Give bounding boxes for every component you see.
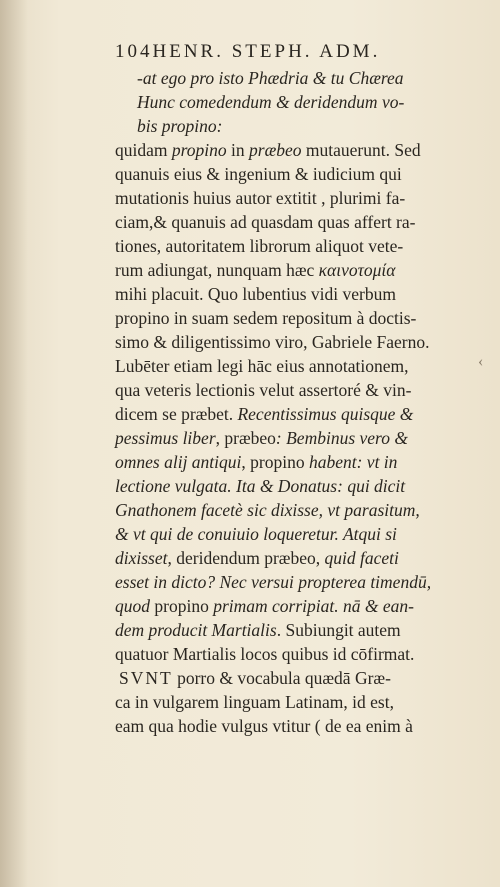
text-segment: Recentissimus quisque & (237, 404, 414, 424)
text-segment: & vt qui de conuiuio loqueretur. Atqui si (115, 524, 397, 544)
text-segment: tiones, autoritatem librorum aliquot vete- (115, 236, 404, 256)
text-segment: quanuis eius & ingenium & iudicium qui (115, 164, 402, 184)
text-segment: SVNT (119, 668, 173, 688)
text-segment: propino in suam sedem repositum à doctis- (115, 308, 417, 328)
text-segment: : Bembinus vero & (275, 428, 408, 448)
text-segment: eam qua hodie vulgus vtitur ( de ea enim à (115, 716, 413, 736)
text-segment: omnes alij antiqui (115, 452, 242, 472)
text-line (115, 570, 477, 594)
text-segment: quid faceti (324, 548, 399, 568)
text-line (115, 402, 477, 426)
text-segment: . Subiungit autem (276, 620, 401, 640)
text-line (115, 426, 477, 450)
text-segment: καινοτομία (318, 260, 396, 280)
text-segment: rum adiungat, nunquam hæc (115, 260, 319, 280)
text-segment: præbeo (249, 140, 302, 160)
text-segment: quod (115, 596, 150, 616)
text-segment: , deridendum præbeo, (167, 548, 325, 568)
text-segment: ca in vulgarem linguam Latinam, id est, (115, 692, 394, 712)
text-line (115, 594, 477, 618)
text-line (115, 546, 477, 570)
text-segment: dem producit Martialis (115, 620, 277, 640)
text-segment: quidam (115, 140, 172, 160)
text-line (115, 186, 477, 210)
text-line (115, 210, 477, 234)
text-segment: Lubēter etiam legi hāc eius annotationem, (115, 356, 409, 376)
text-segment: esset in dicto? Nec versui propterea timendū, (115, 572, 432, 592)
text-segment: mutauerunt. Sed (301, 140, 421, 160)
text-segment: qua veteris lectionis velut assertoré & vin- (115, 380, 412, 400)
text-segment: lectione vulgata. Ita & Donatus: qui dicit (115, 476, 406, 496)
text-line (115, 666, 477, 690)
text-segment: , præbeo (215, 428, 276, 448)
text-segment: dicem se præbet. (115, 404, 238, 424)
text-line (115, 162, 477, 186)
text-segment: , propino (241, 452, 309, 472)
text-line (115, 378, 477, 402)
text-line (115, 450, 477, 474)
running-title: HENR. STEPH. ADM. (152, 41, 381, 62)
text-line (115, 498, 477, 522)
text-segment: habent: vt in (308, 452, 398, 472)
text-block (115, 38, 477, 738)
body-text (115, 66, 477, 738)
text-line (115, 306, 477, 330)
text-segment: mihi placuit. Quo lubentius vidi verbum (115, 284, 396, 304)
page-number: 104 (115, 41, 153, 62)
text-segment: -at ego pro isto Phædria & tu Chærea (137, 68, 404, 88)
text-segment: quatuor Martialis locos quibus id cōfirmat. (115, 644, 415, 664)
text-segment: primam corripiat. nā & ean- (213, 596, 414, 616)
text-segment: bis propino: (137, 116, 223, 136)
text-line (115, 90, 477, 114)
text-line (115, 690, 477, 714)
margin-mark: ‹ (478, 353, 484, 370)
text-line (115, 138, 477, 162)
text-segment: simo & diligentissimo viro, Gabriele Faerno. (115, 332, 430, 352)
text-line (115, 354, 477, 378)
text-line (115, 282, 477, 306)
text-line (115, 522, 477, 546)
text-line (115, 66, 477, 90)
text-line (115, 474, 477, 498)
text-line (115, 258, 477, 282)
text-segment: pessimus liber (115, 428, 216, 448)
text-segment: in (226, 140, 250, 160)
text-segment: ciam,& quanuis ad quasdam quas affert ra- (115, 212, 416, 232)
text-line (115, 714, 477, 738)
running-header (115, 38, 477, 66)
text-line (115, 114, 477, 138)
text-segment: Gnathonem facetè sic dixisse, vt parasitum, (115, 500, 420, 520)
text-line (115, 330, 477, 354)
text-segment: propino (171, 140, 227, 160)
text-segment: mutationis huius autor extitit , plurimi fa- (115, 188, 406, 208)
text-line (115, 642, 477, 666)
text-segment: Hunc comedendum & deridendum vo- (137, 92, 405, 112)
text-segment: propino (150, 596, 214, 616)
text-segment: porro & vocabula quædā Græ- (172, 668, 391, 688)
gutter-shadow (0, 0, 28, 887)
text-line (115, 234, 477, 258)
text-line (115, 618, 477, 642)
text-segment: dixisset (115, 548, 168, 568)
